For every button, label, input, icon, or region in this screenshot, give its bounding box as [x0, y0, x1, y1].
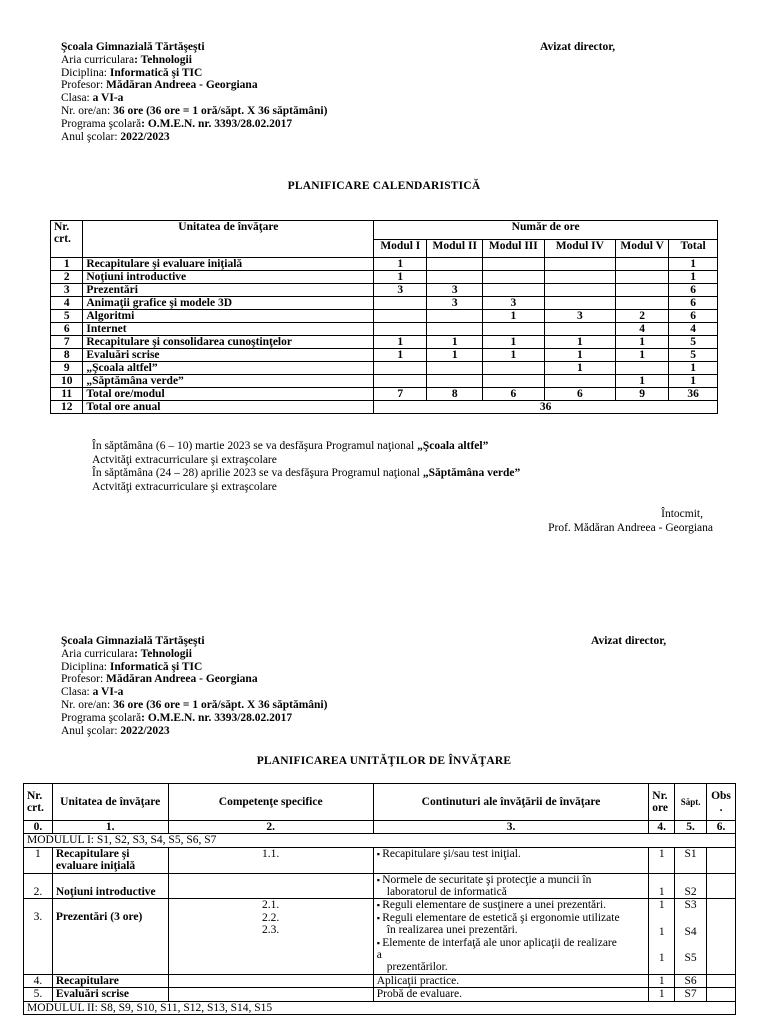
h-nr: Nr. crt.	[24, 784, 53, 821]
nr-ore-an-2: Nr. ore/an: 36 ore (36 ore = 1 oră/săpt. X 36 săptămâni)	[61, 698, 328, 711]
row-unit-name: Noţiuni introductive	[83, 271, 374, 284]
row-hours: 5	[669, 336, 718, 349]
row-unit-name: Recapitulare şi evaluare iniţială	[83, 258, 374, 271]
r2-sapt: S2	[675, 873, 707, 899]
notes	[92, 440, 520, 494]
row-hours	[427, 271, 483, 284]
header-unitatea: Unitatea de învăţare	[83, 221, 374, 258]
r3-comp: 2.1. 2.2. 2.3.	[168, 899, 373, 974]
clasa: Clasa: a VI-a	[61, 92, 124, 105]
r2-cont: ▪ Normele de securitate şi protecţie a muncii în laboratorul de informatică	[373, 873, 649, 899]
row-hours: 1	[616, 349, 669, 362]
row-hours: 1	[616, 375, 669, 388]
calendar-table	[50, 220, 718, 414]
row-hours	[544, 297, 616, 310]
h-competente: Competenţe specifice	[168, 784, 373, 821]
calendar-row	[51, 362, 718, 375]
row-hours	[616, 271, 669, 284]
row-nr: 9	[51, 362, 83, 375]
row-hours: 1	[427, 336, 483, 349]
total-anual-label: Total ore anual	[83, 401, 374, 414]
idx-2: 2.	[168, 821, 373, 834]
row-hours	[374, 310, 427, 323]
modul-1-label: MODULUL I: S1, S2, S3, S4, S5, S6, S7	[24, 834, 736, 847]
r4-sapt: S6	[675, 974, 707, 987]
row-hours: 3	[483, 297, 544, 310]
row-nr: 1	[51, 258, 83, 271]
row-hours: 8	[427, 388, 483, 401]
page1-header	[61, 41, 327, 143]
total-anual-value: 36	[374, 401, 718, 414]
row-hours: 1	[374, 258, 427, 271]
row-hours: 6	[483, 388, 544, 401]
r3-sapt: S3 S4 S5	[675, 899, 707, 974]
row-unit-name: Total ore/modul	[83, 388, 374, 401]
row-hours	[544, 284, 616, 297]
header-modul-2: Modul II	[427, 239, 483, 258]
r2-comp	[168, 873, 373, 899]
calendar-row	[51, 375, 718, 388]
row-hours: 3	[427, 297, 483, 310]
r5-comp	[168, 988, 373, 1001]
r4-nr: 4.	[24, 974, 53, 987]
row-hours: 6	[669, 284, 718, 297]
calendar-row	[51, 271, 718, 284]
profesor-2: Profesor: Mădăran Andreea - Georgiana	[61, 673, 258, 686]
row-hours	[483, 284, 544, 297]
header-modul-3: Modul III	[483, 239, 544, 258]
row-unit-name: Algoritmi	[83, 310, 374, 323]
row-unit-name: „Şcoala altfel”	[83, 362, 374, 375]
idx-4: 4.	[649, 821, 675, 834]
header-nr: Nr. crt.	[51, 221, 83, 258]
row-hours: 6	[544, 388, 616, 401]
r3-ore: 1 1 1	[649, 899, 675, 974]
r5-ore: 1	[649, 988, 675, 1001]
row-hours: 1	[374, 271, 427, 284]
nr-ore-an: Nr. ore/an: 36 ore (36 ore = 1 oră/săpt. X 36 săptămâni)	[61, 104, 328, 117]
note-activitati-1: Actvităţi extracurriculare şi extraşcolare	[92, 453, 277, 466]
r5-cont: Probă de evaluare.	[373, 988, 649, 1001]
calendar-row	[51, 258, 718, 271]
idx-3: 3.	[373, 821, 649, 834]
row-hours: 9	[616, 388, 669, 401]
calendar-row	[51, 349, 718, 362]
calendar-row	[51, 323, 718, 336]
row-hours	[374, 375, 427, 388]
note-scoala-altfel: În săptămâna (6 – 10) martie 2023 se va desfăşura Programul naţional „Şcoala altfel”	[92, 440, 489, 452]
modul-2-label: MODULUL II: S8, S9, S10, S11, S12, S13, S14, S15	[24, 1001, 736, 1014]
r4-ore: 1	[649, 974, 675, 987]
r5-nr: 5.	[24, 988, 53, 1001]
row-hours	[427, 258, 483, 271]
row-hours	[616, 297, 669, 310]
h-unitatea: Unitatea de învăţare	[52, 784, 168, 821]
row-nr: 10	[51, 375, 83, 388]
row-hours: 1	[669, 362, 718, 375]
row-nr: 3	[51, 284, 83, 297]
r3-obs	[707, 899, 736, 974]
school-name-2: Şcoala Gimnazială Tărtăşeşti	[61, 635, 205, 647]
aria-curriculara: Aria curriculara: Tehnologii	[61, 53, 192, 66]
idx-0: 0.	[24, 821, 53, 834]
row-hours	[427, 375, 483, 388]
header-modul-4: Modul IV	[544, 239, 616, 258]
row-hours	[483, 362, 544, 375]
r5-obs	[707, 988, 736, 1001]
r2-name: Noţiuni introductive	[52, 873, 168, 899]
signature-line2: Prof. Mădăran Andreea - Georgiana	[548, 521, 713, 534]
r3-cont: ▪ Reguli elementare de susţinere a unei prezentări. ▪ Reguli elementare de estetică şi ergonomie utilizate în realizarea unei prezentări. ▪ Elemente de interfaţă ale unor aplicaţii de realizare a prezentărilor.	[373, 899, 649, 974]
row-hours	[427, 323, 483, 336]
row-hours: 5	[669, 349, 718, 362]
row-hours	[483, 258, 544, 271]
profesor: Profesor: Mădăran Andreea - Georgiana	[61, 79, 258, 92]
row-unit-name: Prezentări	[83, 284, 374, 297]
row-hours	[374, 362, 427, 375]
r1-ore: 1	[649, 847, 675, 873]
row-hours	[544, 271, 616, 284]
aria-curriculara-2: Aria curriculara: Tehnologii	[61, 647, 192, 660]
r5-name: Evaluări scrise	[52, 988, 168, 1001]
r1-name: Recapitulare şi evaluare iniţială	[52, 847, 168, 873]
page-title-2: PLANIFICAREA UNITĂŢILOR DE ÎNVĂŢARE	[256, 755, 512, 767]
row-hours	[374, 297, 427, 310]
page2-header	[61, 635, 327, 737]
row-hours: 6	[669, 310, 718, 323]
row-hours	[616, 362, 669, 375]
clasa-2: Clasa: a VI-a	[61, 686, 124, 699]
r4-name: Recapitulare	[52, 974, 168, 987]
row-hours: 1	[544, 362, 616, 375]
r3-name: Prezentări (3 ore)	[52, 899, 168, 974]
r1-sapt: S1	[675, 847, 707, 873]
row-unit-name: „Săptămâna verde”	[83, 375, 374, 388]
row-hours: 7	[374, 388, 427, 401]
row-unit-name: Internet	[83, 323, 374, 336]
header-numar-ore: Număr de ore	[374, 221, 718, 240]
row-nr: 5	[51, 310, 83, 323]
calendar-row	[51, 297, 718, 310]
r1-obs	[707, 847, 736, 873]
r4-comp	[168, 974, 373, 987]
calendar-row	[51, 284, 718, 297]
row-hours: 1	[483, 310, 544, 323]
r1-cont: ▪ Recapitulare şi/sau test iniţial.	[373, 847, 649, 873]
row-hours: 1	[427, 349, 483, 362]
r1-comp: 1.1.	[168, 847, 373, 873]
row-hours: 1	[544, 349, 616, 362]
row-unit-name: Recapitulare şi consolidarea cunoştinţelor	[83, 336, 374, 349]
header-modul-1: Modul I	[374, 239, 427, 258]
total-anual-nr: 12	[51, 401, 83, 414]
row-hours: 1	[374, 336, 427, 349]
h-sapt: Săpt.	[675, 784, 707, 821]
calendar-row	[51, 388, 718, 401]
avizat-director-2: Avizat director,	[591, 635, 667, 647]
avizat-director: Avizat director,	[540, 41, 616, 53]
row-hours	[544, 375, 616, 388]
page-title: PLANIFICARE CALENDARISTICĂ	[287, 180, 481, 192]
row-hours	[616, 258, 669, 271]
row-hours	[483, 375, 544, 388]
row-hours	[544, 258, 616, 271]
h-obs: Obs .	[707, 784, 736, 821]
calendar-row	[51, 310, 718, 323]
row-hours: 1	[483, 336, 544, 349]
calendar-row	[51, 336, 718, 349]
units-table	[23, 783, 736, 1015]
r2-obs	[707, 873, 736, 899]
school-name: Şcoala Gimnazială Tărtăşeşti	[61, 41, 205, 53]
row-hours	[483, 271, 544, 284]
idx-6: 6.	[707, 821, 736, 834]
row-hours: 1	[544, 336, 616, 349]
row-hours: 1	[669, 271, 718, 284]
row-hours	[616, 284, 669, 297]
row-hours	[483, 323, 544, 336]
r5-sapt: S7	[675, 988, 707, 1001]
row-nr: 8	[51, 349, 83, 362]
note-saptamana-verde: În săptămâna (24 – 28) aprilie 2023 se va desfăşura Programul naţional „Săptămâna verde”	[92, 467, 521, 480]
programa-scolara: Programa şcolară: O.M.E.N. nr. 3393/28.02.2017	[61, 117, 293, 130]
row-hours	[427, 362, 483, 375]
row-hours: 1	[669, 258, 718, 271]
note-activitati-2: Actvităţi extracurriculare şi extraşcolare	[92, 480, 277, 493]
r2-nr: 2.	[24, 873, 53, 899]
row-hours: 1	[374, 349, 427, 362]
row-nr: 6	[51, 323, 83, 336]
row-nr: 11	[51, 388, 83, 401]
r4-obs	[707, 974, 736, 987]
row-nr: 2	[51, 271, 83, 284]
row-hours: 3	[427, 284, 483, 297]
row-hours: 1	[669, 375, 718, 388]
programa-scolara-2: Programa şcolară: O.M.E.N. nr. 3393/28.02.2017	[61, 711, 293, 724]
r1-nr: 1	[24, 847, 53, 873]
disciplina-2: Diciplina: Informatică şi TIC	[61, 660, 203, 673]
row-hours	[427, 310, 483, 323]
row-hours: 36	[669, 388, 718, 401]
signature-line1: Întocmit,	[661, 508, 703, 520]
row-hours: 1	[616, 336, 669, 349]
r3-nr: 3.	[24, 899, 53, 974]
r2-ore: 1	[649, 873, 675, 899]
h-nr-ore: Nr. ore	[649, 784, 675, 821]
row-hours	[374, 323, 427, 336]
idx-1: 1.	[52, 821, 168, 834]
row-hours: 2	[616, 310, 669, 323]
row-unit-name: Evaluări scrise	[83, 349, 374, 362]
row-unit-name: Animaţii grafice şi modele 3D	[83, 297, 374, 310]
row-nr: 4	[51, 297, 83, 310]
row-hours: 4	[669, 323, 718, 336]
row-nr: 7	[51, 336, 83, 349]
h-continuturi: Continuturi ale învăţării de învăţare	[373, 784, 649, 821]
header-total: Total	[669, 239, 718, 258]
row-hours: 3	[544, 310, 616, 323]
row-hours: 4	[616, 323, 669, 336]
r4-cont: Aplicaţii practice.	[373, 974, 649, 987]
header-modul-5: Modul V	[616, 239, 669, 258]
signature	[548, 508, 713, 535]
an-scolar-2: Anul şcolar: 2022/2023	[61, 724, 170, 737]
row-hours	[544, 323, 616, 336]
row-hours: 1	[483, 349, 544, 362]
an-scolar: Anul şcolar: 2022/2023	[61, 130, 170, 143]
row-hours: 6	[669, 297, 718, 310]
disciplina: Diciplina: Informatică şi TIC	[61, 66, 203, 79]
idx-5: 5.	[675, 821, 707, 834]
row-hours: 3	[374, 284, 427, 297]
